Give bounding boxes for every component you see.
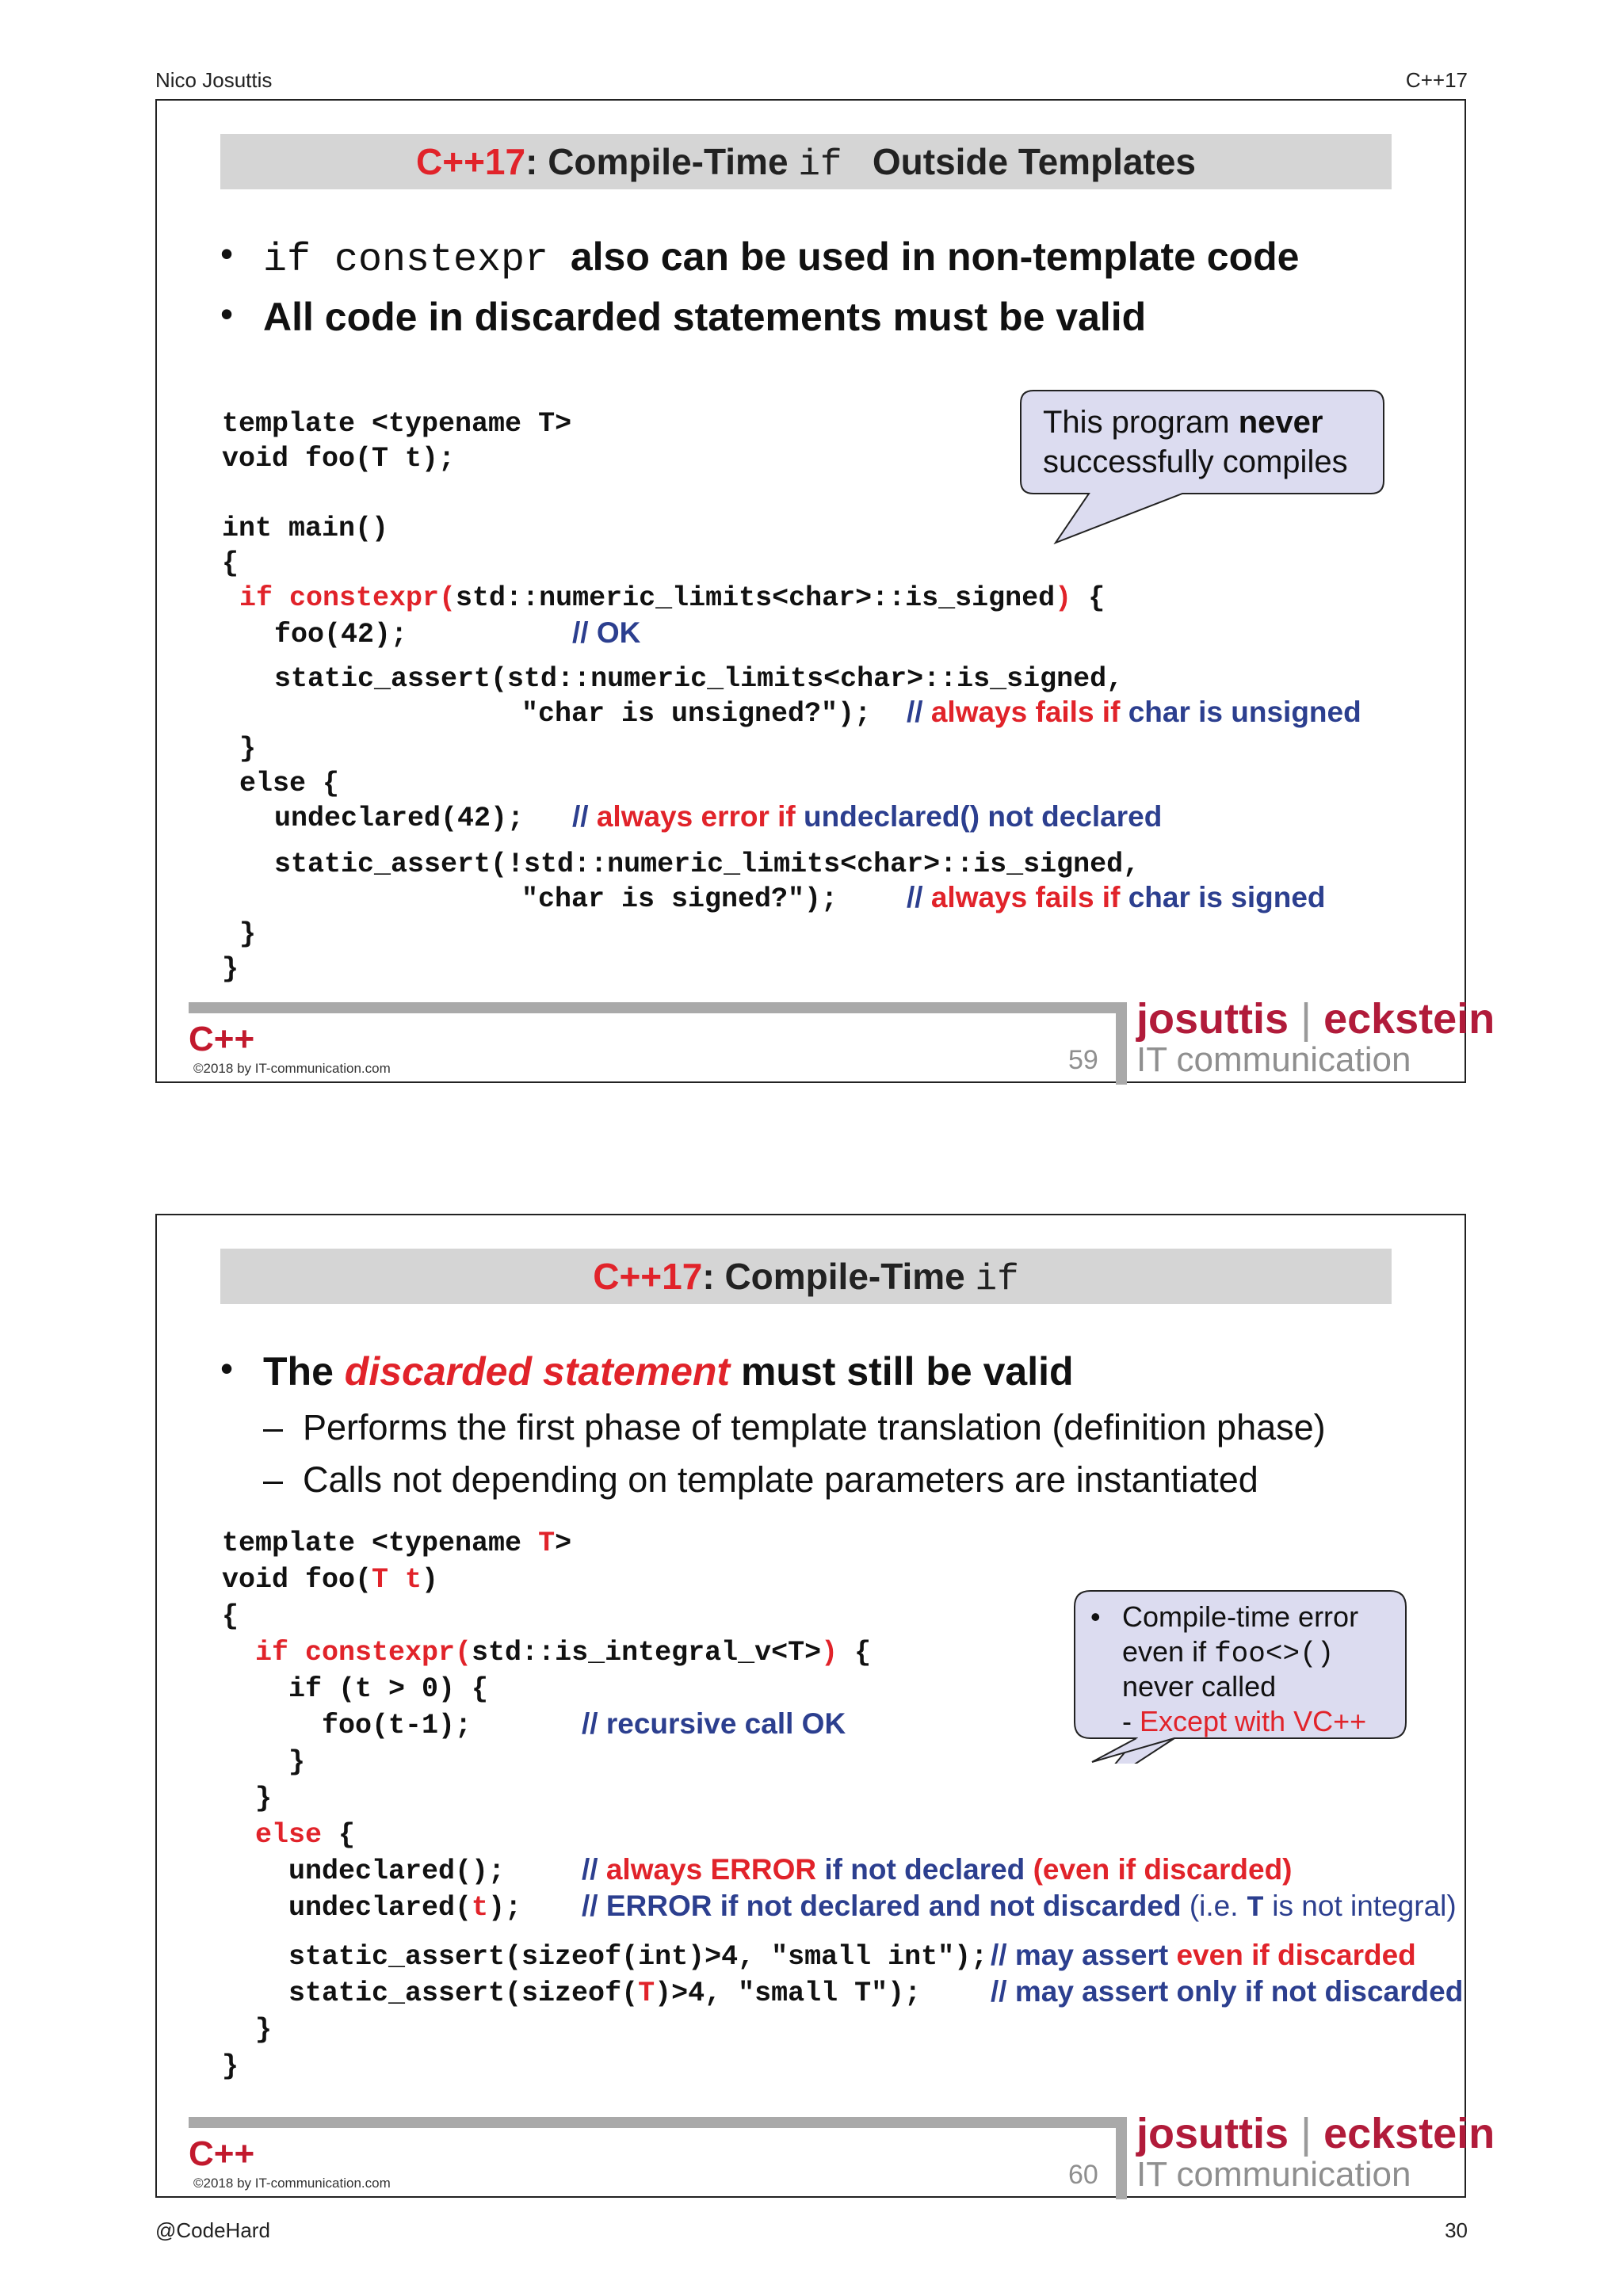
- code-comment: [572, 800, 1162, 833]
- bullet-1: [263, 1348, 1074, 1394]
- comment-part: always fails if: [930, 881, 1128, 913]
- comment-part: always fails if: [930, 696, 1128, 728]
- sub-bullet-1: Performs the first phase of template translation (definition phase): [303, 1407, 1326, 1447]
- code-part: template <typename: [222, 1527, 539, 1559]
- footer-divider: [1116, 2117, 1127, 2199]
- callout-line-2: [1122, 1635, 1334, 1670]
- code-line: }: [222, 2050, 239, 2082]
- brand-separator: |: [1289, 995, 1324, 1043]
- callout-bullet: •: [1090, 1600, 1101, 1633]
- code-expr: std::is_integral_v<T>: [472, 1637, 822, 1669]
- code-line: int main(): [222, 513, 389, 544]
- callout-text: even if: [1122, 1635, 1215, 1668]
- callout-line-2: successfully compiles: [1043, 444, 1348, 479]
- code-param: T t: [372, 1564, 422, 1596]
- code-comment: // OK: [572, 616, 641, 649]
- code-part: );: [488, 1892, 522, 1924]
- title-version: C++17: [593, 1256, 703, 1297]
- comment-part: //: [907, 696, 931, 728]
- bullet-2: All code in discarded statements must be valid: [263, 295, 1147, 339]
- code-line: [222, 1564, 438, 1596]
- brand-subtitle: IT communication: [1136, 1040, 1411, 1079]
- comment-part: even if discarded: [1176, 1939, 1416, 1971]
- slide-59: [155, 99, 1495, 1083]
- footer-bar: [189, 2117, 1124, 2128]
- brand-right: eckstein: [1323, 995, 1495, 1043]
- code-comment: // may assert only if not discarded: [991, 1975, 1464, 2008]
- callout-exception: Except with VC++: [1140, 1705, 1367, 1737]
- code-line: static_assert(sizeof(int)>4, "small int");: [288, 1941, 988, 1973]
- bullet-1-code: if constexpr: [263, 238, 549, 283]
- bullet-emphasis: discarded statement: [344, 1349, 731, 1394]
- code-line: {: [222, 547, 239, 579]
- code-line: template <typename T>: [222, 408, 572, 440]
- code-comment: [907, 881, 1326, 914]
- code-line: }: [255, 1783, 273, 1814]
- copyright: ©2018 by IT-communication.com: [193, 1061, 391, 1076]
- sub-dash: –: [263, 1407, 284, 1447]
- page-author: Nico Josuttis: [155, 68, 273, 92]
- comment-part: always error if: [596, 800, 804, 833]
- title-text: : Compile-Time: [525, 141, 799, 182]
- code-line: }: [239, 733, 257, 765]
- code-expr: std::numeric_limits<char>::is_signed: [456, 582, 1056, 614]
- code-line: "char is unsigned?");: [521, 698, 872, 730]
- title-code: if: [798, 144, 842, 185]
- code-keyword: if constexpr(: [255, 1637, 472, 1669]
- comment-part: // may assert: [991, 1939, 1177, 1971]
- code-line: [288, 1978, 921, 2009]
- code-line: [239, 582, 1105, 614]
- comment-part: always ERROR: [605, 1853, 817, 1886]
- code-param: T: [538, 1527, 556, 1559]
- title-code: if: [975, 1259, 1019, 1300]
- callout-text: -: [1122, 1705, 1140, 1737]
- sub-dash: –: [263, 1459, 284, 1500]
- code-line: else {: [239, 768, 340, 799]
- code-line: undeclared();: [288, 1855, 506, 1887]
- code-brace: {: [838, 1637, 872, 1669]
- code-line: if (t > 0) {: [288, 1673, 489, 1705]
- bullet-1: [263, 234, 1300, 283]
- brand-logo: [1136, 994, 1495, 1043]
- comment-part: (i.e.: [1189, 1890, 1247, 1922]
- footer-bar: [189, 1002, 1124, 1013]
- code-paren: ): [1055, 582, 1072, 614]
- comment-part: // ERROR if not declared and not discarded: [582, 1890, 1190, 1922]
- code-line: static_assert(std::numeric_limits<char>::is_signed,: [274, 663, 1124, 695]
- code-part: undeclared(: [288, 1892, 472, 1924]
- slide-number: 60: [1068, 2160, 1098, 2190]
- code-keyword: if constexpr(: [239, 582, 456, 614]
- brand-logo: [1136, 2109, 1495, 2158]
- slide-title: [220, 134, 1392, 189]
- slide-title: [220, 1249, 1392, 1304]
- brand-right: eckstein: [1323, 2110, 1495, 2157]
- sub-bullet-2: Calls not depending on template parameters are instantiated: [303, 1459, 1258, 1500]
- code-comment: [582, 1890, 1457, 1925]
- code-comment: [907, 696, 1361, 729]
- code-line: }: [222, 953, 239, 985]
- comment-part: if not declared: [816, 1853, 1033, 1886]
- comment-part: //: [572, 800, 597, 833]
- callout-line-1: Compile-time error: [1122, 1600, 1359, 1633]
- code-param: T: [638, 1978, 655, 2009]
- slide-60: [155, 1214, 1495, 2198]
- code-brace: {: [322, 1819, 356, 1851]
- comment-part: //: [582, 1853, 606, 1886]
- code-line: }: [255, 2014, 273, 2046]
- callout-text: This program: [1043, 405, 1239, 440]
- copyright: ©2018 by IT-communication.com: [193, 2176, 391, 2191]
- code-comment: // recursive call OK: [582, 1707, 846, 1740]
- callout-code: foo<>(): [1214, 1638, 1335, 1670]
- brand-left: josuttis: [1136, 995, 1289, 1043]
- comment-part: is not integral): [1264, 1890, 1457, 1922]
- code-part: ): [422, 1564, 439, 1596]
- code-part: static_assert(sizeof(: [288, 1978, 639, 2009]
- comment-part: //: [907, 881, 931, 913]
- code-line: }: [288, 1746, 306, 1778]
- title-text: : Compile-Time: [702, 1256, 976, 1297]
- bullet-dot: •: [220, 233, 234, 274]
- code-line: foo(t-1);: [322, 1710, 472, 1741]
- bullet-text: The: [263, 1349, 345, 1394]
- code-keyword: else: [255, 1819, 323, 1851]
- bullet-dot: •: [220, 1348, 234, 1389]
- callout-emphasis: never: [1238, 405, 1323, 440]
- code-line: [255, 1819, 355, 1851]
- callout-line-4: [1122, 1705, 1366, 1738]
- code-part: >: [555, 1527, 572, 1559]
- page-topic: C++17: [1405, 68, 1468, 92]
- bullet-1-text: also can be used in non-template code: [570, 235, 1300, 279]
- code-paren: ): [821, 1637, 838, 1669]
- page-number: 30: [1445, 2218, 1468, 2242]
- callout-line-3: never called: [1122, 1670, 1277, 1703]
- brand-subtitle: IT communication: [1136, 2155, 1411, 2194]
- comment-code: T: [1246, 1892, 1265, 1925]
- code-line: [288, 1892, 521, 1924]
- comment-part: char is unsigned: [1128, 696, 1361, 728]
- cpp-logo: C++: [189, 1020, 255, 1058]
- footer-divider: [1116, 1002, 1127, 1085]
- code-part: void foo(: [222, 1564, 372, 1596]
- code-line: [222, 1527, 571, 1559]
- bullet-dot: •: [220, 293, 234, 334]
- code-line: "char is signed?");: [521, 883, 838, 915]
- code-line: [255, 1637, 871, 1669]
- code-line: undeclared(42);: [274, 803, 525, 834]
- callout-line-1: [1043, 405, 1323, 441]
- code-line: static_assert(!std::numeric_limits<char>::is_signed,: [274, 849, 1140, 880]
- page-handle: @CodeHard: [155, 2218, 270, 2242]
- comment-part: undeclared() not declared: [804, 800, 1163, 833]
- code-line: void foo(T t);: [222, 443, 456, 475]
- title-suffix: Outside Templates: [872, 141, 1197, 182]
- code-comment: [582, 1853, 1293, 1886]
- code-line: foo(42);: [274, 619, 408, 650]
- code-line: }: [239, 918, 257, 950]
- brand-separator: |: [1289, 2110, 1324, 2157]
- bullet-text: must still be valid: [730, 1349, 1074, 1394]
- comment-part: (even if discarded): [1033, 1853, 1293, 1886]
- cpp-logo: C++: [189, 2134, 255, 2173]
- code-param: t: [472, 1892, 489, 1924]
- slide-number: 59: [1068, 1045, 1098, 1075]
- code-part: )>4, "small T");: [655, 1978, 922, 2009]
- comment-part: char is signed: [1128, 881, 1326, 913]
- title-version: C++17: [415, 141, 526, 182]
- brand-left: josuttis: [1136, 2110, 1289, 2157]
- code-comment: [991, 1939, 1416, 1972]
- code-line: {: [222, 1600, 239, 1632]
- code-brace: {: [1071, 582, 1106, 614]
